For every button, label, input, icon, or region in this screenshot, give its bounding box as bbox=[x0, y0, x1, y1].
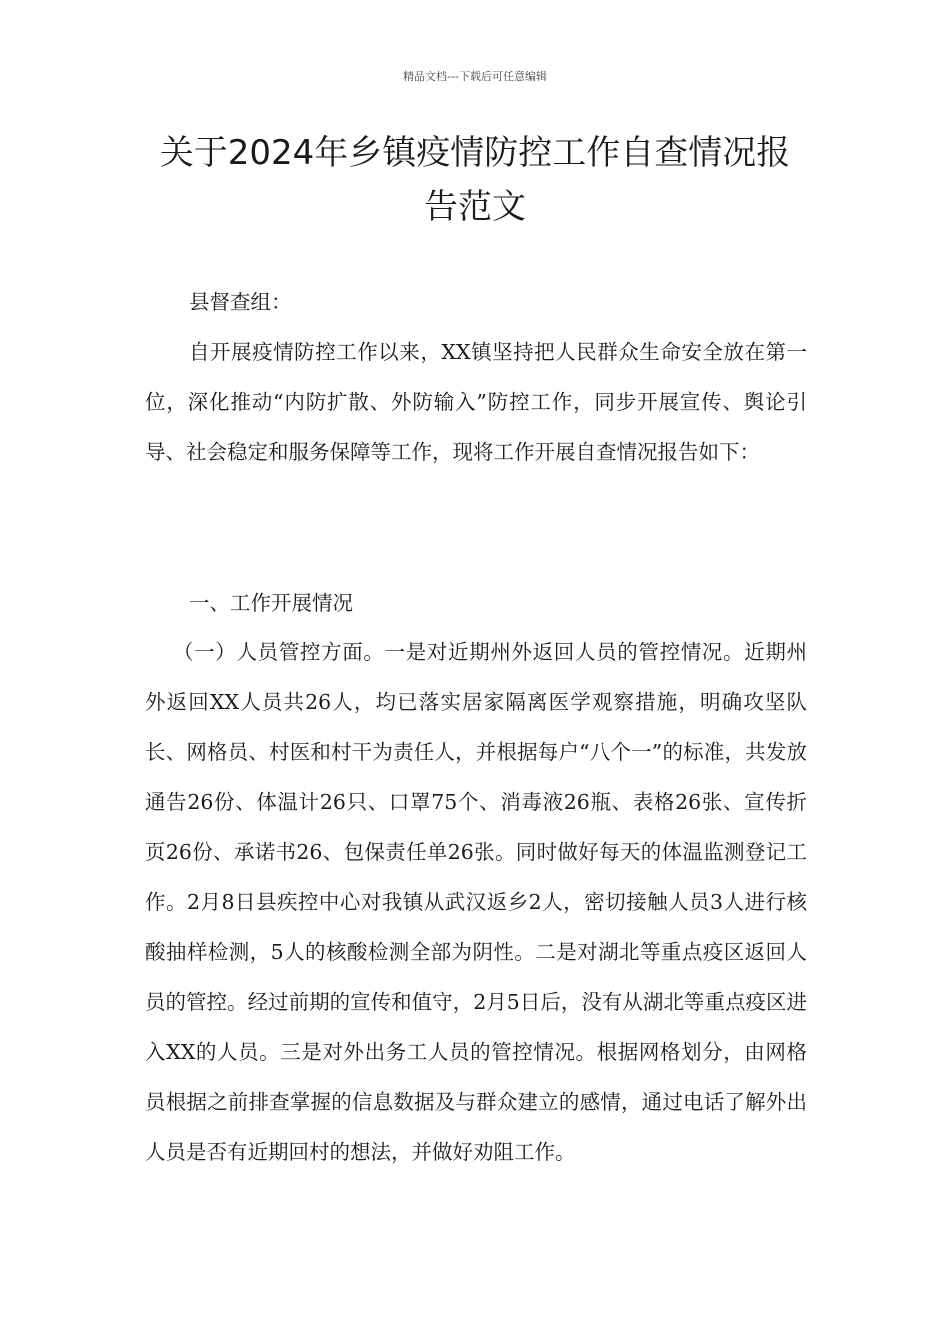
salutation: 县督查组： bbox=[189, 290, 292, 314]
intro-paragraph: 自开展疫情防控工作以来，XX镇坚持把人民群众生命安全放在第一位，深化推动“内防扩散、外防输入”防控工作，同步开展宣传、舆论引导、社会稳定和服务保障等工作，现将工作开展自查情况报告如下： bbox=[145, 340, 807, 464]
header-note: 精品文档---下载后可任意编辑 bbox=[403, 70, 547, 83]
document-title: 关于2024年乡镇疫情防控工作自查情况报告范文 bbox=[159, 133, 791, 227]
section-heading: 一、工作开展情况 bbox=[189, 591, 353, 615]
section-paragraph: （一）人员管控方面。一是对近期州外返回人员的管控情况。近期州外返回XX人员共26人，均已落实居家隔离医学观察措施，明确攻坚队长、网格员、村医和村干为责任人，并根据每户“八个一”的标准，共发放通告26份、体温计26只、口罩75个、消毒液26瓶、表格26张、宣传折页26份、承诺书26、包保责任单26张。同时做好每天的体温监测登记工作。2月8日县疾控中心对我镇从武汉返乡2人，密切接触人员3人进行核酸抽样检测，5人的核酸检测全部为阴性。二是对湖北等重点疫区返回人员的管控。经过前期的宣传和值守，2月5日后，没有从湖北等重点疫区进入XX的人员。三是对外出务工人员的管控情况。根据网格划分，由网格员根据之前排查掌握的信息数据及与群众建立的感情，通过电话了解外出人员是否有近期回村的想法，并做好劝阻工作。 bbox=[145, 640, 807, 1164]
